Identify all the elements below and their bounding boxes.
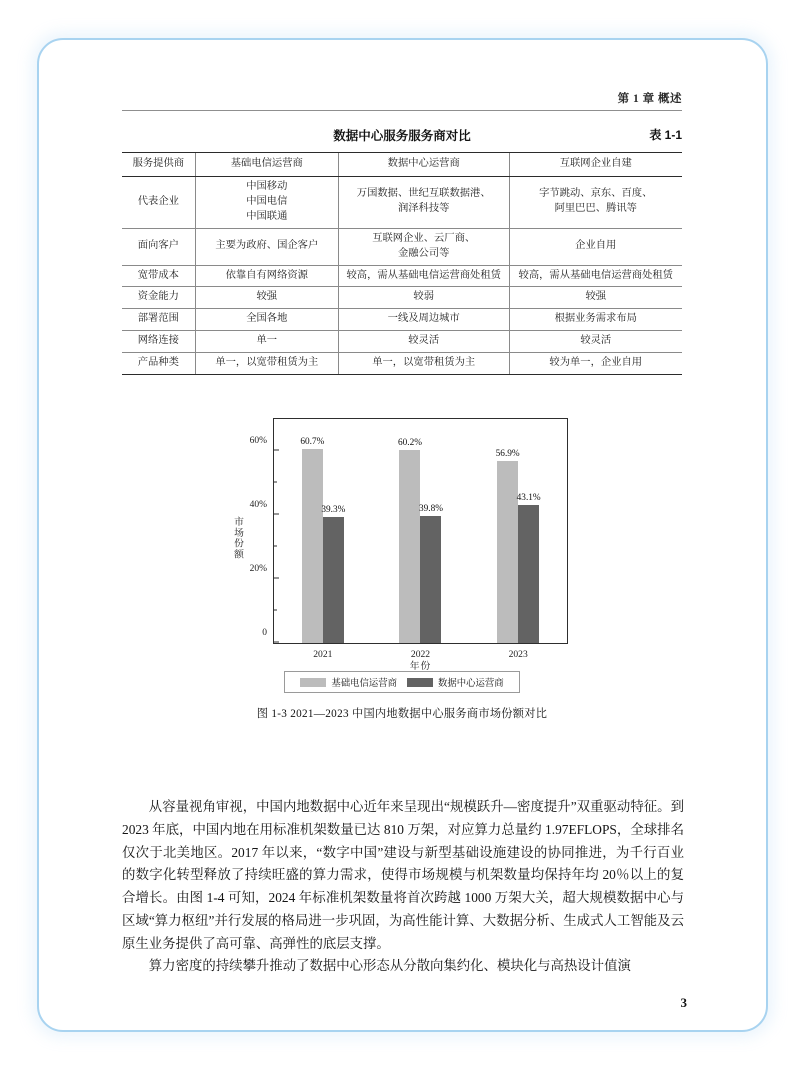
table-title: 数据中心服务服务商对比	[333, 129, 471, 143]
cell-line: 阿里巴巴、腾讯等	[554, 203, 637, 215]
row-cell: 较灵活	[509, 331, 682, 353]
row-cell: 较为单一，企业自用	[509, 353, 682, 375]
table-header-cell: 数据中心运营商	[338, 153, 509, 177]
bar	[397, 438, 422, 643]
row-cell	[338, 228, 509, 265]
bar-group	[469, 448, 567, 643]
bar-value-label: 43.1%	[516, 493, 541, 504]
row-cell	[195, 176, 338, 228]
paragraph: 从容量视角审视，中国内地数据中心近年来呈现出“规模跃升—密度提升”双重驱动特征。到 2023 年底，中国内地在用标准机架数量已达 810 万架，对应算力总量约 1.97EFLOPS，全球排名仅次于北美地区。2017 年以来，“数字中国”建设与新型基础设施建设的协同推进，为千行百业的数字化转型释放了持续旺盛的算力需求，使得市场规模与机架数量均保持年均 20％以上的复合增长。由图 1-4 可知，2024 年标准机架数量将首次跨越 1000 万架大关，超大规模数据中心与区域“算力枢纽”并行发展的格局进一步巩固，为高性能计算、大数据分析、生成式人工智能及云原生业务提供了高可靠、高弹性的底层支撑。	[122, 799, 684, 951]
chart-plot-area	[249, 418, 568, 660]
bar-value-label: 56.9%	[495, 448, 520, 459]
table-row	[122, 287, 682, 309]
row-cell: 依靠自有网络资源	[195, 265, 338, 287]
row-cell: 根据业务需求布局	[509, 309, 682, 331]
row-cell: 一线及周边城市	[338, 309, 509, 331]
table-row	[122, 228, 682, 265]
bar	[495, 448, 520, 643]
legend-item	[407, 675, 504, 689]
figure-caption: 图 1-3 2021—2023 中国内地数据中心服务商市场份额对比	[256, 708, 548, 720]
table-caption-row	[122, 126, 682, 148]
row-cell: 较弱	[338, 287, 509, 309]
row-label: 代表企业	[122, 176, 195, 228]
cell-line: 中国电信	[246, 195, 288, 207]
running-header	[122, 90, 682, 111]
row-cell	[509, 176, 682, 228]
x-axis-tick-label: 2021	[313, 649, 333, 660]
row-cell	[195, 228, 338, 265]
cell-line: 万国数据、世纪互联数据港、	[356, 188, 491, 200]
cell-line: 字节跳动、京东、百度、	[539, 188, 653, 200]
row-label: 资金能力	[122, 287, 195, 309]
row-cell: 全国各地	[195, 309, 338, 331]
table-row	[122, 265, 682, 287]
bar	[418, 503, 443, 643]
row-cell: 单一，以宽带租赁为主	[338, 353, 509, 375]
figure-block	[122, 410, 682, 721]
legend-swatch-icon	[300, 678, 326, 687]
table-header-cell: 服务提供商	[122, 153, 195, 177]
row-cell: 单一，以宽带租赁为主	[195, 353, 338, 375]
row-cell	[509, 228, 682, 265]
bar-value-label: 39.8%	[418, 503, 443, 514]
y-axis-tick-label: 20%	[249, 564, 267, 574]
row-label: 网络连接	[122, 331, 195, 353]
x-axis-tick-label: 2023	[508, 649, 528, 660]
chart-legend	[284, 671, 520, 693]
legend-item	[300, 675, 397, 689]
bar-value-label: 60.7%	[300, 436, 325, 447]
row-label: 部署范围	[122, 309, 195, 331]
header-rule	[122, 110, 682, 111]
y-axis-tick-label: 0	[262, 628, 267, 638]
bar	[516, 493, 541, 643]
paragraph: 算力密度的持续攀升推动了数据中心形态从分散向集约化、模块化与高热设计值演	[148, 958, 631, 974]
y-axis-tick-label: 40%	[249, 500, 267, 510]
bar-value-label: 60.2%	[397, 438, 422, 449]
x-axis-tick-label: 2022	[410, 649, 431, 660]
cell-line: 企业自用	[575, 240, 617, 252]
y-axis-title: 市场份额	[232, 515, 243, 560]
cell-line: 主要为政府、国企客户	[215, 240, 319, 252]
running-header-text: 第 1 章 概述	[617, 93, 682, 105]
cell-line: 中国移动	[246, 180, 288, 192]
cell-line: 金融公司等	[397, 247, 450, 259]
comparison-table	[122, 152, 682, 375]
bar-group	[372, 438, 470, 643]
legend-label: 数据中心运营商	[438, 679, 504, 689]
table-header-cell: 基础电信运营商	[195, 153, 338, 177]
bar	[321, 505, 346, 643]
page-content	[39, 40, 770, 1034]
table-number: 表 1-1	[649, 128, 682, 142]
table-body	[122, 153, 682, 375]
body-text	[122, 796, 684, 978]
x-axis-title: 年份	[409, 661, 432, 672]
row-cell	[338, 176, 509, 228]
bar	[300, 436, 325, 643]
bar-group	[274, 436, 372, 643]
table-row	[122, 353, 682, 375]
row-cell: 较高，需从基础电信运营商处租赁	[509, 265, 682, 287]
row-cell: 单一	[195, 331, 338, 353]
cell-line: 中国联通	[246, 210, 288, 222]
bar-value-label: 39.3%	[321, 505, 346, 516]
legend-swatch-icon	[407, 678, 433, 687]
y-axis-tick-label: 60%	[249, 436, 267, 446]
table-row	[122, 176, 682, 228]
row-cell: 较灵活	[338, 331, 509, 353]
legend-label: 基础电信运营商	[331, 679, 397, 689]
row-label: 面向客户	[122, 228, 195, 265]
table-row	[122, 309, 682, 331]
page-frame	[37, 38, 768, 1032]
row-label: 宽带成本	[122, 265, 195, 287]
bar-chart	[228, 410, 576, 672]
row-cell: 较高，需从基础电信运营商处租赁	[338, 265, 509, 287]
row-cell: 较强	[509, 287, 682, 309]
cell-line: 互联网企业、云厂商、	[372, 232, 476, 244]
table-row	[122, 331, 682, 353]
page-number: 3	[680, 995, 687, 1010]
row-label: 产品种类	[122, 353, 195, 375]
row-cell: 较强	[195, 287, 338, 309]
table-header-cell: 互联网企业自建	[509, 153, 682, 177]
cell-line: 润泽科技等	[397, 203, 450, 215]
table-header-row	[122, 153, 682, 177]
